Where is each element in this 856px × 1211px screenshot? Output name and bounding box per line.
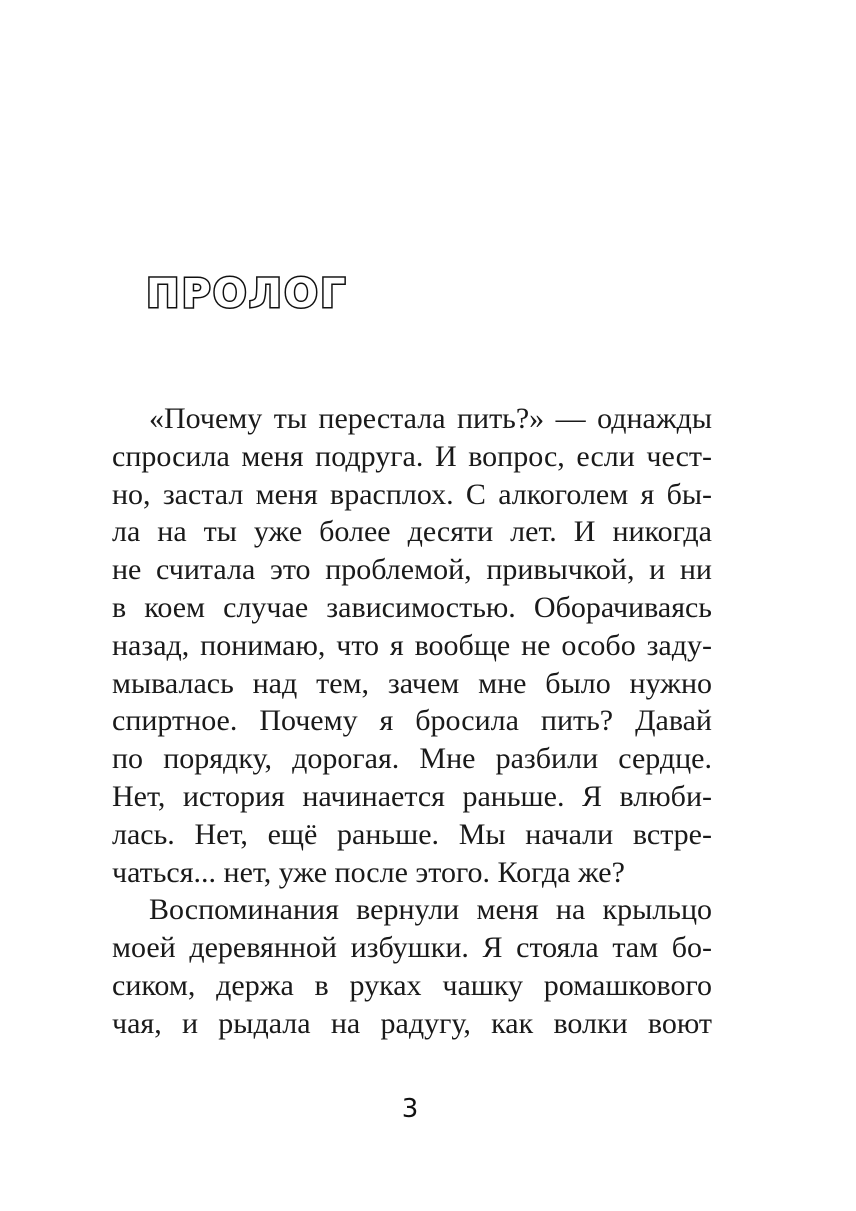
- paragraph: [112, 891, 712, 1042]
- text-line: моей деревянной избушки. Я стояла там бо-: [112, 931, 712, 965]
- text-line: Нет, история начинается раньше. Я влюби-: [112, 779, 712, 813]
- paragraph: [112, 400, 712, 891]
- text-line: в коем случае зависимостью. Оборачиваясь: [112, 590, 712, 624]
- text-line: ла на ты уже более десяти лет. И никогда: [112, 515, 712, 549]
- text-line: сиком, держа в руках чашку ромашкового: [112, 968, 712, 1002]
- page-number: 3: [401, 1094, 419, 1124]
- text-line: но, застал меня врасплох. С алкоголем я бы-: [112, 477, 712, 511]
- text-line: «Почему ты перестала пить?» — однажды: [149, 402, 712, 435]
- text-line: чаться... нет, уже после этого. Когда же?: [112, 855, 625, 889]
- text-line: спросила меня подруга. И вопрос, если чест-: [112, 439, 712, 473]
- text-line: назад, понимаю, что я вообще не особо заду-: [112, 628, 712, 662]
- text-line: спиртное. Почему я бросила пить? Давай: [112, 704, 712, 738]
- chapter-title: ПРОЛОГ: [146, 271, 348, 317]
- text-line: по порядку, дорогая. Мне разбили сердце.: [112, 742, 712, 776]
- text-line: Воспоминания вернули меня на крыльцо: [149, 893, 712, 927]
- text-line: мывалась над тем, зачем мне было нужно: [112, 666, 712, 700]
- text-line: лась. Нет, ещё раньше. Мы начали встре-: [112, 817, 712, 851]
- body-text: [112, 400, 712, 1043]
- text-line: чая, и рыдала на радугу, как волки воют: [112, 1006, 712, 1040]
- text-line: не считала это проблемой, привычкой, и ни: [112, 553, 712, 587]
